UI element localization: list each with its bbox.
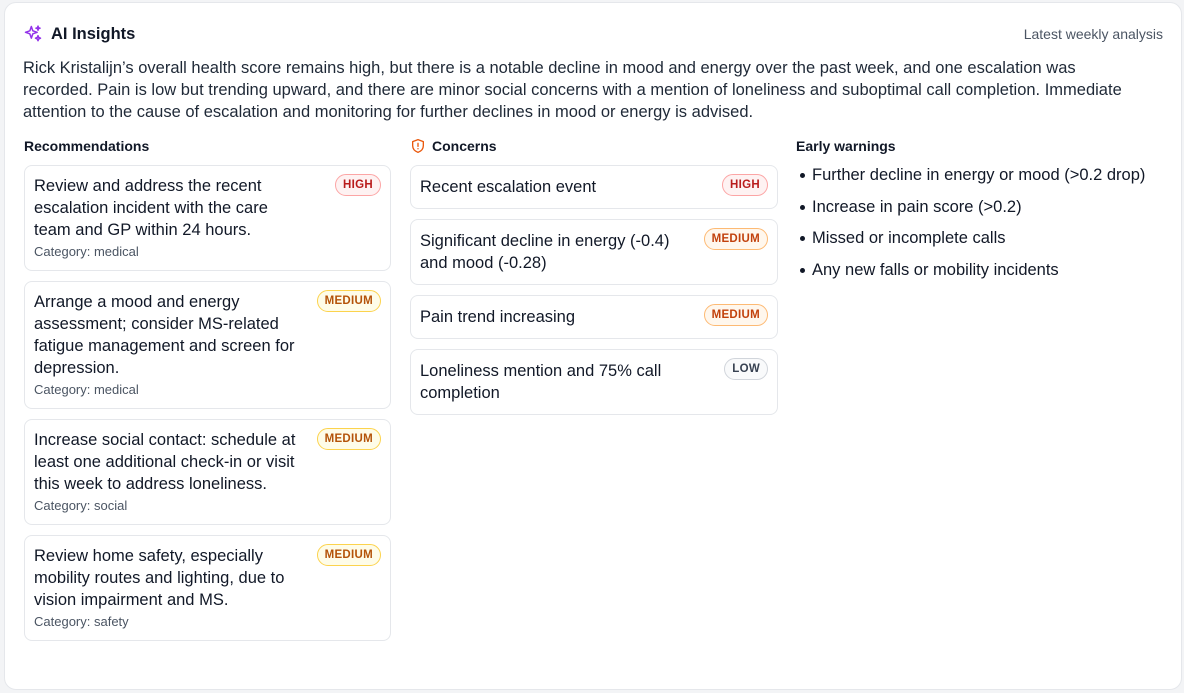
concern-text: Recent escalation event: [420, 178, 597, 196]
priority-badge: MEDIUM: [317, 428, 381, 450]
concerns-list: [410, 165, 778, 415]
recommendation-text: Increase social contact: schedule at least one additional check-in or visit this week to address loneliness.: [34, 431, 296, 493]
recommendation-text: Arrange a mood and energy assessment; consider MS-related fatigue management and screen for depression.: [34, 293, 295, 377]
severity-badge: MEDIUM: [704, 228, 768, 250]
concerns-heading: Concerns: [432, 138, 497, 154]
concern-item: [410, 295, 778, 339]
recommendation-category: Category: medical: [34, 244, 139, 259]
recommendation-category: Category: safety: [34, 614, 129, 629]
card-header: [23, 21, 1163, 47]
recommendation-item: [24, 419, 391, 525]
early-warning-item: Missed or incomplete calls: [812, 227, 1176, 249]
concern-text: Pain trend increasing: [420, 308, 576, 326]
recommendations-section: [24, 137, 391, 651]
ai-insights-card: [4, 2, 1182, 690]
concern-text: Loneliness mention and 75% call completion: [420, 362, 662, 402]
insight-summary: Rick Kristalijn’s overall health score remains high, but there is a notable decline in mood and energy over the past week, and one escalation was recorded. Pain is low but trending upward, and there are minor social concerns with a mention of loneliness and suboptimal call completion. Immediate attention to the cause of escalation and monitoring for further declines in mood or energy is advised.: [23, 59, 1122, 121]
early-warning-item: Further decline in energy or mood (>0.2 drop): [812, 164, 1176, 186]
severity-badge: LOW: [724, 358, 768, 380]
recommendation-item: [24, 281, 391, 409]
concern-text: Significant decline in energy (-0.4) and mood (-0.28): [420, 232, 670, 272]
recommendation-text: Review and address the recent escalation incident with the care team and GP within 24 hours.: [34, 177, 268, 239]
recommendation-category: Category: medical: [34, 382, 139, 397]
recommendation-text: Review home safety, especially mobility routes and lighting, due to vision impairment and MS.: [34, 547, 285, 609]
recommendation-item: [24, 165, 391, 271]
recommendations-heading: Recommendations: [24, 138, 150, 154]
recommendation-item: [24, 535, 391, 641]
concern-item: [410, 349, 778, 415]
concerns-section: [410, 137, 778, 425]
sparkles-icon: [23, 24, 43, 44]
priority-badge: HIGH: [335, 174, 381, 196]
recommendations-list: [24, 165, 391, 641]
card-title: AI Insights: [51, 24, 136, 43]
shield-alert-icon: [410, 138, 426, 154]
recommendation-category: Category: social: [34, 498, 128, 513]
priority-badge: MEDIUM: [317, 290, 381, 312]
concern-item: [410, 165, 778, 209]
concern-item: [410, 219, 778, 285]
early-warning-item: Any new falls or mobility incidents: [812, 259, 1176, 281]
severity-badge: HIGH: [722, 174, 768, 196]
analysis-period-label: Latest weekly analysis: [1023, 26, 1163, 42]
early-warnings-list: [796, 164, 1176, 281]
early-warnings-heading: Early warnings: [796, 138, 896, 154]
early-warning-item: Increase in pain score (>0.2): [812, 196, 1176, 218]
severity-badge: MEDIUM: [704, 304, 768, 326]
early-warnings-section: [796, 137, 1176, 290]
priority-badge: MEDIUM: [317, 544, 381, 566]
concerns-header: [410, 137, 778, 155]
title-group: [23, 24, 135, 44]
